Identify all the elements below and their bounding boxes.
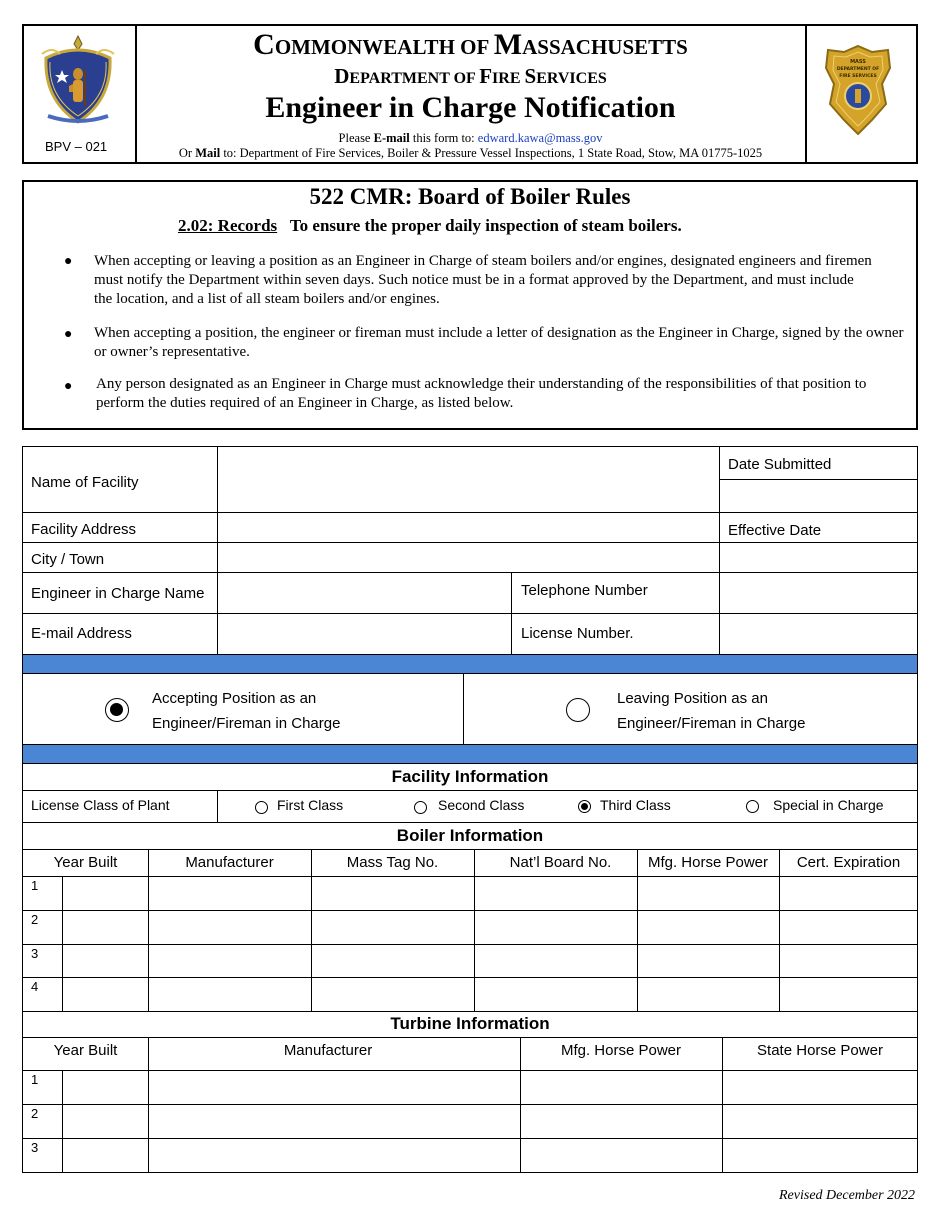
turbine-row-number: 3	[31, 1140, 39, 1155]
telephone-label: Telephone Number	[521, 582, 648, 599]
turbine-col-manufacturer: Manufacturer	[283, 1042, 373, 1059]
special-in-charge-label: Special in Charge	[773, 797, 884, 813]
rules-subtitle: 2.02: Records To ensure the proper daily inspection of steam boilers.	[178, 216, 682, 235]
form-code: BPV – 021	[45, 139, 108, 154]
boiler-col-horse-power: Mfg. Horse Power	[647, 854, 769, 871]
svg-text:DEPARTMENT OF: DEPARTMENT OF	[836, 67, 880, 72]
boiler-col-national-board: Nat’l Board No.	[509, 854, 612, 871]
svg-text:FIRE SERVICES: FIRE SERVICES	[839, 74, 877, 79]
email-address-input[interactable]	[218, 614, 510, 654]
effective-date-input[interactable]	[720, 543, 917, 572]
state-seal-logo	[38, 30, 118, 126]
rules-title: 522 CMR: Board of Boiler Rules	[309, 184, 631, 209]
engineer-name-label: Engineer in Charge Name	[31, 585, 205, 602]
leaving-position-label: Leaving Position as an Engineer/Fireman in Charge	[617, 690, 806, 732]
turbine-col-state-horse-power: State Horse Power	[757, 1042, 883, 1059]
first-class-label: First Class	[277, 797, 344, 813]
second-class-label: Second Class	[438, 797, 525, 813]
city-town-input[interactable]	[218, 543, 718, 572]
boiler-row-number: 3	[31, 946, 39, 961]
first-class-radio[interactable]	[255, 801, 268, 814]
department-name: DEPARTMENT OF FIRE SERVICES	[334, 64, 607, 88]
name-of-facility-input[interactable]	[218, 447, 718, 512]
facility-info-title: Facility Information	[391, 767, 549, 786]
svg-text:MASS: MASS	[850, 59, 866, 65]
special-in-charge-radio[interactable]	[746, 800, 759, 813]
email-instruction: Please E-mail this form to: edward.kawa@mass.gov	[338, 131, 603, 145]
section-divider	[22, 654, 918, 674]
org-name: COMMONWEALTH OF MASSACHUSETTS	[253, 28, 688, 61]
boiler-row-number: 4	[31, 979, 39, 994]
date-submitted-input[interactable]	[720, 480, 917, 512]
third-class-label: Third Class	[600, 797, 671, 813]
license-number-label: License Number.	[521, 625, 634, 642]
email-link[interactable]: edward.kawa@mass.gov	[477, 131, 603, 145]
boiler-col-mass-tag: Mass Tag No.	[346, 854, 439, 871]
third-class-radio[interactable]	[578, 800, 591, 813]
facility-address-input[interactable]	[218, 513, 718, 542]
rule-bullet-1: When accepting or leaving a position as an Engineer in Charge of steam boilers and/or engines, designated engineers and firemen must notify the Department within seven days. Such notice must be in a format approved by the Department, and must include the location, and a list of all steam boilers and/or engines.	[94, 253, 872, 307]
email-address-label: E-mail Address	[31, 625, 132, 642]
license-number-input[interactable]	[720, 614, 917, 654]
page-title: Engineer in Charge Notification	[265, 91, 676, 124]
date-submitted-label: Date Submitted	[728, 456, 832, 473]
name-of-facility-label: Name of Facility	[31, 474, 139, 491]
rule-bullet-3: Any person designated as an Engineer in Charge must acknowledge their understanding of the responsibilities of that position to perform the duties required of an Engineer in Charge, as listed below.	[96, 376, 867, 411]
boiler-col-year-built: Year Built	[53, 854, 118, 871]
turbine-row-number: 2	[31, 1106, 39, 1121]
accepting-position-label: Accepting Position as an Engineer/Fireman in Charge	[152, 690, 341, 732]
boiler-row-number: 1	[31, 878, 39, 893]
bullet-icon: ●	[64, 377, 73, 393]
turbine-row-number: 1	[31, 1072, 39, 1087]
bullet-icon: ●	[64, 325, 73, 341]
city-town-label: City / Town	[31, 551, 105, 568]
turbine-col-horse-power: Mfg. Horse Power	[560, 1042, 682, 1059]
boiler-info-title: Boiler Information	[396, 826, 544, 845]
boiler-col-cert-expiration: Cert. Expiration	[796, 854, 901, 871]
boiler-table-inputs[interactable]	[63, 877, 918, 1011]
bullet-icon: ●	[64, 252, 73, 268]
boiler-row-number: 2	[31, 912, 39, 927]
license-class-label: License Class of Plant	[31, 797, 170, 813]
section-divider	[22, 744, 918, 764]
fire-services-badge-logo	[822, 44, 894, 136]
leaving-position-radio[interactable]	[566, 698, 590, 722]
facility-address-label: Facility Address	[31, 521, 137, 538]
second-class-radio[interactable]	[414, 801, 427, 814]
turbine-info-title: Turbine Information	[390, 1014, 550, 1033]
turbine-col-year-built: Year Built	[53, 1042, 118, 1059]
effective-date-label: Effective Date	[728, 522, 822, 539]
turbine-table-inputs[interactable]	[63, 1071, 918, 1173]
engineer-name-input[interactable]	[218, 573, 510, 613]
telephone-input[interactable]	[720, 573, 917, 613]
boiler-col-manufacturer: Manufacturer	[185, 854, 274, 871]
rule-bullet-2: When accepting a position, the engineer or fireman must include a letter of designation as the Engineer in Charge, signed by the owner or owner’s representative.	[94, 325, 904, 360]
accepting-position-radio[interactable]	[105, 698, 129, 722]
mail-instruction: Or Mail to: Department of Fire Services, Boiler & Pressure Vessel Inspections, 1 State Road, Stow, MA 01775-1025	[178, 146, 763, 160]
revised-date: Revised December 2022	[779, 1188, 916, 1203]
